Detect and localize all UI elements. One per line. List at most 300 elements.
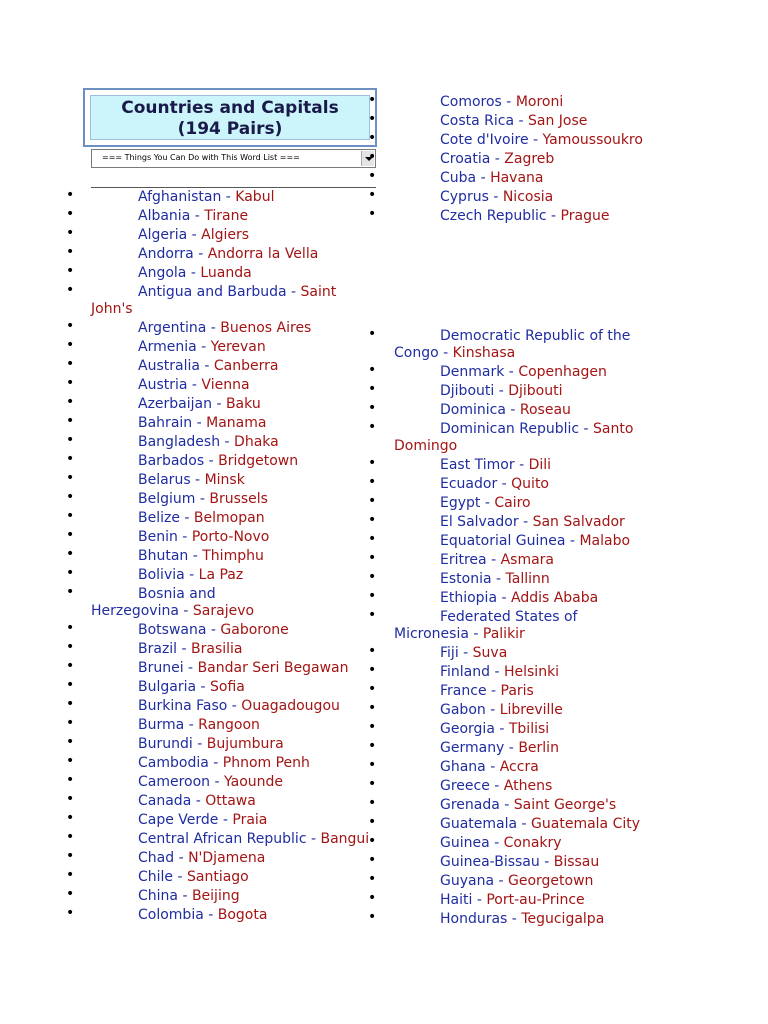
- list-item: [440, 475, 549, 494]
- separator: -: [179, 510, 194, 526]
- capital-name: Addis Ababa: [510, 590, 599, 606]
- separator: -: [190, 208, 205, 224]
- capital-name: La Paz: [198, 567, 244, 583]
- separator: -: [195, 491, 210, 507]
- country-name: Cape Verde: [138, 812, 219, 828]
- bullet-icon: •: [66, 829, 75, 845]
- country-name: Micronesia: [394, 626, 469, 642]
- country-name: Cyprus: [440, 189, 489, 205]
- capital-name: Brussels: [209, 491, 268, 507]
- capital-name: Luanda: [200, 265, 252, 281]
- list-item: [440, 363, 607, 382]
- bullet-icon: •: [66, 772, 75, 788]
- capital-name: Yamoussoukro: [542, 132, 643, 148]
- list-item: [440, 644, 507, 663]
- separator: -: [528, 132, 543, 148]
- capital-name: Dhaka: [234, 434, 279, 450]
- capital-name: Ouagadougou: [241, 698, 340, 714]
- country-name: Cuba: [440, 170, 477, 186]
- separator: -: [539, 854, 554, 870]
- list-item: [138, 849, 265, 868]
- capital-name: Prague: [560, 208, 610, 224]
- bullet-icon: •: [66, 886, 75, 902]
- list-item: [138, 716, 260, 735]
- separator: -: [188, 548, 203, 564]
- bullet-icon: •: [368, 719, 377, 735]
- country-name: East Timor: [440, 457, 515, 473]
- country-name: Djibouti: [440, 383, 495, 399]
- bullet-icon: •: [368, 588, 377, 604]
- country-name: Germany: [440, 740, 505, 756]
- bullet-icon: •: [368, 757, 377, 773]
- separator: -: [518, 514, 533, 530]
- separator: -: [186, 265, 201, 281]
- bullet-icon: •: [368, 111, 377, 127]
- list-item: [138, 773, 283, 792]
- capital-name: Asmara: [500, 552, 555, 568]
- separator: -: [204, 453, 219, 469]
- country-name: Dominica: [440, 402, 506, 418]
- separator: -: [504, 740, 519, 756]
- list-item: [138, 245, 318, 264]
- separator: -: [184, 567, 199, 583]
- separator: -: [203, 907, 218, 923]
- list-item: [138, 697, 340, 716]
- separator: -: [206, 622, 221, 638]
- bullet-icon: •: [66, 318, 75, 334]
- capital-name: Havana: [490, 170, 544, 186]
- separator: -: [174, 850, 189, 866]
- list-item: [138, 226, 249, 245]
- capital-name: Santiago: [187, 869, 249, 885]
- capital-name: San Salvador: [532, 514, 625, 530]
- title-line-1: Countries and Capitals: [121, 98, 339, 118]
- country-name: Brunei: [138, 660, 184, 676]
- separator: -: [286, 284, 301, 300]
- capital-name: Kabul: [235, 189, 275, 205]
- list-item: [138, 868, 249, 887]
- bullet-icon: •: [66, 451, 75, 467]
- separator: -: [507, 911, 522, 927]
- country-name: Benin: [138, 529, 178, 545]
- capital-name: Bogota: [217, 907, 268, 923]
- country-name: Herzegovina: [91, 603, 179, 619]
- capital-name: Roseau: [519, 402, 571, 418]
- capital-name: Bangui: [320, 831, 370, 847]
- bullet-icon: •: [66, 620, 75, 636]
- bullet-icon: •: [368, 381, 377, 397]
- country-name: Burma: [138, 717, 185, 733]
- separator: -: [227, 698, 242, 714]
- capital-name: Tbilisi: [508, 721, 550, 737]
- list-item: [440, 758, 539, 777]
- country-name: Honduras: [440, 911, 508, 927]
- country-name: Canada: [138, 793, 192, 809]
- bullet-icon: •: [66, 225, 75, 241]
- bullet-icon: •: [368, 130, 377, 146]
- list-item: [138, 678, 245, 697]
- separator: -: [565, 533, 580, 549]
- bullet-icon: •: [368, 512, 377, 528]
- capital-name: Saint: [300, 284, 337, 300]
- bullet-icon: •: [66, 375, 75, 391]
- bullet-icon: •: [368, 700, 377, 716]
- capital-name: Zagreb: [504, 151, 555, 167]
- separator: -: [178, 888, 192, 904]
- separator: -: [472, 892, 487, 908]
- list-item: [138, 471, 245, 490]
- capital-name: Manama: [206, 415, 267, 431]
- capital-name: Dili: [528, 457, 552, 473]
- bullet-icon: •: [368, 607, 377, 623]
- list-item: [440, 551, 554, 570]
- capital-name: Berlin: [518, 740, 559, 756]
- bullet-icon: •: [368, 149, 377, 165]
- capital-name: Canberra: [213, 358, 279, 374]
- bullet-icon: •: [368, 455, 377, 471]
- country-name: Angola: [138, 265, 187, 281]
- list-item: [440, 513, 625, 532]
- separator: -: [192, 736, 207, 752]
- list-item: [440, 570, 550, 589]
- country-name: Burkina Faso: [138, 698, 228, 714]
- separator: -: [468, 626, 483, 642]
- bullet-icon: •: [368, 168, 377, 184]
- list-item: [440, 853, 599, 872]
- country-name: Afghanistan: [138, 189, 222, 205]
- capital-name: Accra: [499, 759, 539, 775]
- bullet-icon: •: [66, 753, 75, 769]
- country-name: Cameroon: [138, 774, 211, 790]
- country-name: Belgium: [138, 491, 196, 507]
- list-item: [138, 414, 266, 433]
- capital-name: N'Djamena: [188, 850, 266, 866]
- separator: -: [489, 778, 504, 794]
- capital-name: Moroni: [515, 94, 564, 110]
- list-item: [138, 188, 274, 207]
- list-item: [440, 169, 544, 188]
- word-list-actions-select[interactable]: [91, 149, 376, 168]
- list-item: [138, 509, 265, 528]
- bullet-icon: •: [368, 187, 377, 203]
- country-name: Federated States of: [440, 609, 578, 625]
- page-title: [90, 95, 370, 140]
- country-name: Fiji: [440, 645, 459, 661]
- capital-name: Praia: [232, 812, 268, 828]
- separator: -: [505, 402, 520, 418]
- bullet-icon: •: [66, 867, 75, 883]
- capital-name: Georgetown: [508, 873, 594, 889]
- capital-name: Bridgetown: [218, 453, 299, 469]
- list-item: [138, 319, 311, 338]
- country-name: El Salvador: [440, 514, 519, 530]
- list-item: [138, 830, 369, 849]
- separator: -: [177, 529, 192, 545]
- list-item: [138, 887, 240, 906]
- capital-name: Copenhagen: [518, 364, 607, 380]
- list-item: [440, 494, 531, 513]
- capital-name: Ottawa: [205, 793, 256, 809]
- list-item: [138, 433, 279, 452]
- list-item: [138, 207, 248, 226]
- country-name: Guyana: [440, 873, 495, 889]
- capital-name: Libreville: [499, 702, 563, 718]
- list-item: [440, 420, 633, 439]
- bullet-icon: •: [368, 493, 377, 509]
- bullet-icon: •: [66, 810, 75, 826]
- country-name: Dominican Republic: [440, 421, 580, 437]
- bullet-icon: •: [66, 244, 75, 260]
- bullet-icon: •: [368, 362, 377, 378]
- country-name: Eritrea: [440, 552, 487, 568]
- bullet-icon: •: [66, 432, 75, 448]
- bullet-icon: •: [368, 681, 377, 697]
- country-name: Armenia: [138, 339, 197, 355]
- separator: -: [187, 377, 202, 393]
- list-item: [440, 682, 534, 701]
- bullet-icon: •: [368, 550, 377, 566]
- country-name: Guinea: [440, 835, 490, 851]
- list-item: [440, 720, 549, 739]
- dropdown-selected-text: === Things You Can Do with This Word List ===: [102, 153, 300, 162]
- country-name: Congo: [394, 345, 439, 361]
- bullet-icon: •: [66, 546, 75, 562]
- bullet-icon: •: [368, 400, 377, 416]
- country-name: Algeria: [138, 227, 188, 243]
- capital-name: Paris: [500, 683, 534, 699]
- country-name: Estonia: [440, 571, 492, 587]
- separator: -: [499, 797, 514, 813]
- bullet-icon: •: [66, 282, 75, 298]
- country-name: China: [138, 888, 178, 904]
- separator: -: [187, 227, 202, 243]
- separator: -: [476, 170, 491, 186]
- capital-name: Phnom Penh: [222, 755, 310, 771]
- bullet-icon: •: [368, 92, 377, 108]
- separator: -: [206, 320, 221, 336]
- list-item: [440, 456, 551, 475]
- list-item: [138, 754, 310, 773]
- capital-name: Santo: [593, 421, 634, 437]
- country-name: Finland: [440, 664, 491, 680]
- separator: -: [494, 721, 509, 737]
- list-item: [138, 452, 298, 471]
- bullet-icon: •: [66, 394, 75, 410]
- separator: -: [199, 358, 214, 374]
- list-item: [138, 395, 261, 414]
- list-item: [440, 701, 563, 720]
- list-item: [138, 621, 289, 640]
- country-name: Denmark: [440, 364, 505, 380]
- bullet-icon: •: [66, 658, 75, 674]
- capital-name: Bissau: [553, 854, 600, 870]
- capital-name: Thimphu: [202, 548, 264, 564]
- country-name: Equatorial Guinea: [440, 533, 566, 549]
- capital-name: Kinshasa: [452, 345, 516, 361]
- capital-name: San Jose: [528, 113, 588, 129]
- list-item: [440, 589, 598, 608]
- separator: -: [494, 873, 508, 889]
- bullet-icon: •: [66, 527, 75, 543]
- country-name: Botswana: [138, 622, 207, 638]
- capital-name: Sofia: [210, 679, 245, 695]
- country-name: Bulgaria: [138, 679, 197, 695]
- list-item: [440, 910, 604, 929]
- capital-name: Bandar Seri Begawan: [197, 660, 349, 676]
- list-item: [440, 891, 585, 910]
- bullet-icon: •: [368, 419, 377, 435]
- separator: -: [514, 457, 529, 473]
- list-item: [138, 811, 267, 830]
- capital-name: Helsinki: [503, 664, 560, 680]
- country-name: Bolivia: [138, 567, 185, 583]
- country-name: Andorra: [138, 246, 194, 262]
- bullet-icon: •: [66, 905, 75, 921]
- separator: -: [173, 869, 187, 885]
- separator: -: [221, 189, 236, 205]
- country-name: Barbados: [138, 453, 205, 469]
- separator: -: [438, 345, 453, 361]
- bullet-icon: •: [66, 508, 75, 524]
- country-name: Argentina: [138, 320, 207, 336]
- separator: -: [191, 793, 206, 809]
- capital-name: Andorra la Vella: [207, 246, 319, 262]
- list-item: [440, 188, 553, 207]
- bullet-icon: •: [66, 565, 75, 581]
- bullet-icon: •: [368, 833, 377, 849]
- country-name: Cambodia: [138, 755, 209, 771]
- country-name: Cote d'Ivoire: [440, 132, 529, 148]
- separator: -: [514, 113, 528, 129]
- capital-name: Beijing: [191, 888, 240, 904]
- list-item: [440, 663, 559, 682]
- capital-name: Porto-Novo: [191, 529, 270, 545]
- capital-name: Yerevan: [210, 339, 266, 355]
- country-name: Central African Republic: [138, 831, 307, 847]
- country-name: Albania: [138, 208, 191, 224]
- title-line-2: (194 Pairs): [177, 119, 283, 139]
- title-box: [83, 88, 377, 147]
- bullet-icon: •: [66, 639, 75, 655]
- country-name: Colombia: [138, 907, 204, 923]
- separator: -: [497, 590, 511, 606]
- bullet-icon: •: [66, 734, 75, 750]
- country-name: Bangladesh: [138, 434, 221, 450]
- list-item: [138, 357, 278, 376]
- bullet-icon: •: [66, 206, 75, 222]
- list-item: [138, 283, 336, 302]
- country-name: Grenada: [440, 797, 500, 813]
- bullet-icon: •: [66, 489, 75, 505]
- capital-name: Djibouti: [508, 383, 563, 399]
- separator: -: [193, 246, 208, 262]
- capital-name: Brasilia: [191, 641, 243, 657]
- separator: -: [579, 421, 594, 437]
- capital-name: Suva: [472, 645, 508, 661]
- country-name: Ghana: [440, 759, 486, 775]
- capital-name: John's: [91, 301, 133, 317]
- capital-name: Sarajevo: [192, 603, 255, 619]
- separator: -: [220, 434, 235, 450]
- separator: -: [486, 552, 501, 568]
- bullet-icon: •: [368, 890, 377, 906]
- capital-name: Nicosia: [502, 189, 554, 205]
- separator: -: [504, 364, 519, 380]
- list-item: [394, 625, 525, 644]
- separator: -: [480, 495, 495, 511]
- separator: -: [497, 476, 512, 492]
- list-item: [138, 338, 266, 357]
- bullet-icon: •: [368, 326, 377, 342]
- bullet-icon: •: [368, 738, 377, 754]
- list-item: [138, 490, 268, 509]
- country-name: Belarus: [138, 472, 191, 488]
- country-name: Bhutan: [138, 548, 189, 564]
- capital-name: Gaborone: [220, 622, 289, 638]
- list-item: [138, 659, 348, 678]
- country-name: Egypt: [440, 495, 481, 511]
- list-item: [440, 739, 559, 758]
- list-item: [440, 150, 554, 169]
- capital-name: Rangoon: [198, 717, 260, 733]
- list-item: [440, 815, 640, 834]
- country-name: Brazil: [138, 641, 178, 657]
- country-name: Georgia: [440, 721, 495, 737]
- capital-name: Vienna: [201, 377, 250, 393]
- list-item: [440, 131, 643, 150]
- country-name: Ethiopia: [440, 590, 498, 606]
- capital-name: Buenos Aires: [220, 320, 312, 336]
- separator: -: [184, 717, 199, 733]
- list-item: [138, 735, 284, 754]
- list-item: [138, 640, 243, 659]
- separator: -: [485, 702, 500, 718]
- list-item: [440, 532, 630, 551]
- country-name: Ecuador: [440, 476, 498, 492]
- country-name: Comoros: [440, 94, 502, 110]
- bullet-icon: •: [66, 337, 75, 353]
- country-name: Burundi: [138, 736, 193, 752]
- capital-name: Quito: [511, 476, 549, 492]
- list-item: [138, 792, 256, 811]
- bullet-icon: •: [66, 715, 75, 731]
- separator: -: [485, 759, 500, 775]
- capital-name: Palikir: [482, 626, 525, 642]
- separator: -: [177, 641, 192, 657]
- list-item: [440, 401, 571, 420]
- separator: -: [494, 383, 509, 399]
- list-item: [138, 906, 267, 925]
- country-name: Greece: [440, 778, 490, 794]
- capital-name: Tallinn: [505, 571, 550, 587]
- separator: -: [501, 94, 516, 110]
- bullet-icon: •: [368, 795, 377, 811]
- bullet-icon: •: [368, 814, 377, 830]
- separator: -: [489, 835, 504, 851]
- capital-name: Belmopan: [193, 510, 265, 526]
- separator: -: [490, 664, 504, 680]
- separator: -: [196, 339, 211, 355]
- list-item: [440, 382, 562, 401]
- bullet-icon: •: [368, 662, 377, 678]
- separator: -: [190, 472, 205, 488]
- list-item: [440, 834, 562, 853]
- list-item: [91, 602, 254, 621]
- capital-name: Cairo: [494, 495, 531, 511]
- separator: -: [458, 645, 473, 661]
- separator: -: [488, 189, 503, 205]
- bullet-icon: •: [368, 871, 377, 887]
